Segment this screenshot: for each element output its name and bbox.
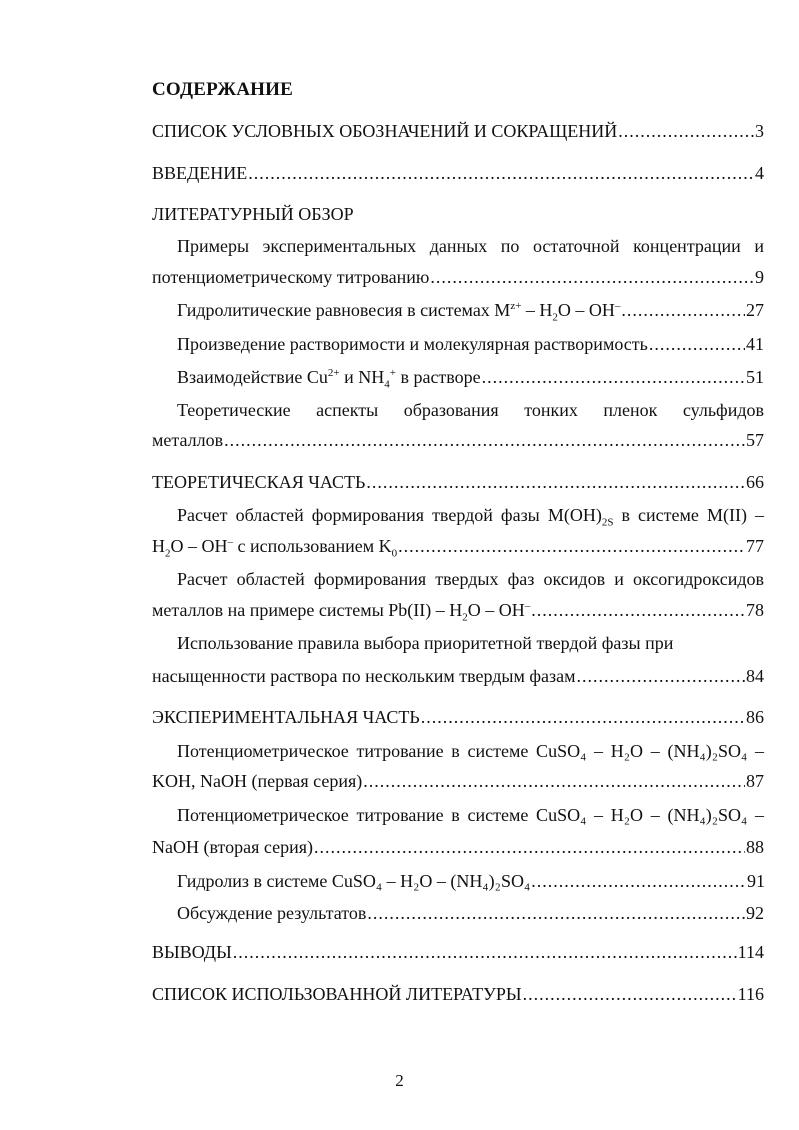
toc-entry-titration-second-line1[interactable]: Потенциометрическое титрование в системе CuSO₄ – H₂O – (NH₄)₂SO₄ – <box>177 805 764 825</box>
toc-section-literature-review[interactable]: ЛИТЕРАТУРНЫЙ ОБЗОР <box>152 204 354 224</box>
toc-entry-oxides-line1[interactable]: Расчет областей формирования твердых фаз оксидов и оксогидроксидов <box>177 569 764 589</box>
toc-entry-m-oh-regions[interactable]: $H_2O - OH^-$ с использованием $K_0$ ..... 77 <box>152 533 764 559</box>
toc-entry-cu-nh4-interaction[interactable]: Взаимодействие $Cu^{2+}$ и $NH_4^+$ в растворе ..... 51 <box>177 364 764 390</box>
toc-entry-hydrolysis[interactable]: Гидролиз в системе CuSO₄ – H₂O – (NH₄)₂SO₄ ..... 91 <box>177 868 765 894</box>
toc-entry-titration-first[interactable]: KOH, NaOH (первая серия) ..... 87 <box>152 768 764 794</box>
toc-entry-experimental-part[interactable]: ЭКСПЕРИМЕНТАЛЬНАЯ ЧАСТЬ ..... 86 <box>152 704 764 730</box>
toc-entry-hydrolytic-equilibria[interactable]: Гидролитические равновесия в системах $M^{z+} - H_2O - OH^-$ ..... 27 <box>177 297 764 323</box>
toc-entry-titration-second[interactable]: NaOH (вторая серия) ..... 88 <box>152 834 764 860</box>
toc-entry-introduction[interactable]: ВВЕДЕНИЕ ..... 4 <box>152 160 764 186</box>
toc-entry-priority-phase-line1[interactable]: Использование правила выбора приоритетной твердой фазы при <box>177 633 674 653</box>
toc-entry-thin-films-line1[interactable]: Теоретические аспекты образования тонких пленок сульфидов <box>177 400 764 420</box>
toc-entry-conclusions[interactable]: ВЫВОДЫ ..... 114 <box>152 939 764 965</box>
toc-entry-experimental-data[interactable]: потенциометрическому титрованию ..... 9 <box>152 264 764 290</box>
toc-entry-abbreviations[interactable]: СПИСОК УСЛОВНЫХ ОБОЗНАЧЕНИЙ И СОКРАЩЕНИЙ ..... 3 <box>152 118 764 144</box>
toc-entry-theoretical-part[interactable]: ТЕОРЕТИЧЕСКАЯ ЧАСТЬ ..... 66 <box>152 469 764 495</box>
toc-entry-m-oh-regions-line1[interactable]: Расчет областей формирования твердой фазы $M(OH)_{2S}$ в системе M(II) – <box>177 505 764 529</box>
page-title: СОДЕРЖАНИЕ <box>152 79 293 100</box>
toc-entry-priority-phase[interactable]: насыщенности раствора по нескольким твердым фазам ..... 84 <box>152 663 764 689</box>
toc-entry-solubility-product[interactable]: Произведение растворимости и молекулярная растворимость ..... 41 <box>177 331 764 357</box>
toc-entry-oxides[interactable]: металлов на примере системы $Pb(II) - H_2O - OH^-$ ..... 78 <box>152 597 764 623</box>
toc-entry-discussion[interactable]: Обсуждение результатов ..... 92 <box>177 900 764 926</box>
toc-entry-thin-films[interactable]: металлов ..... 57 <box>152 427 764 453</box>
toc-entry-titration-first-line1[interactable]: Потенциометрическое титрование в системе CuSO₄ – H₂O – (NH₄)₂SO₄ – <box>177 741 764 761</box>
page-number: 2 <box>395 1071 404 1090</box>
toc-entry-experimental-data-line1[interactable]: Примеры экспериментальных данных по остаточной концентрации и <box>177 236 764 256</box>
toc-entry-references[interactable]: СПИСОК ИСПОЛЬЗОВАННОЙ ЛИТЕРАТУРЫ ..... 116 <box>152 981 764 1007</box>
